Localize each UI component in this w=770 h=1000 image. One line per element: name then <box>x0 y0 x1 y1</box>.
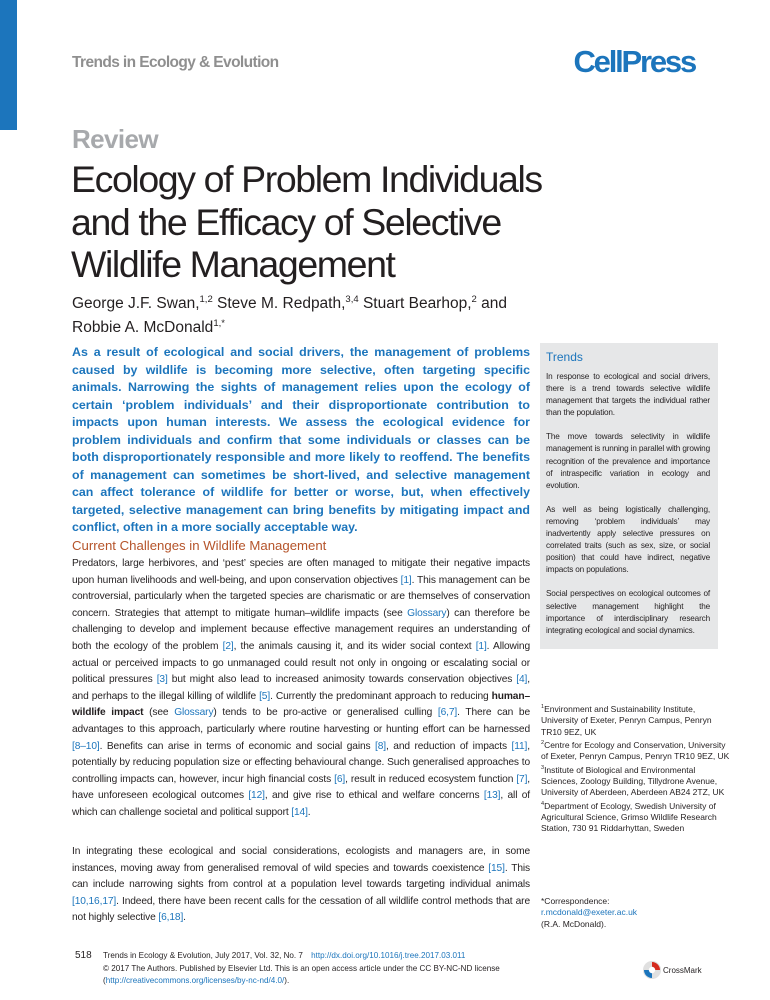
body-text-run: . Indeed, there have been recent calls for the cessation of all wildlife control methods that are not highly selective <box>72 895 530 924</box>
author-affiliation-marker: 2 <box>471 294 477 305</box>
author-name: Stuart Bearhop, <box>358 295 472 313</box>
license-text: © 2017 The Authors. Published by Elsevier Ltd. This is an open access article under the CC BY-NC-ND license ( <box>103 964 500 985</box>
body-text-run: (see <box>143 707 175 719</box>
page-number: 518 <box>75 950 92 961</box>
citation-link[interactable]: [14] <box>291 806 308 818</box>
citation-link[interactable]: [8] <box>375 740 387 752</box>
author-name: George J.F. Swan, <box>72 295 200 313</box>
license-link[interactable]: http://creativecommons.org/licenses/by-nc-nd/4.0/ <box>105 975 285 985</box>
affiliation-text: Environment and Sustainability Institute, University of Exeter, Penryn Campus, Penryn TR10 9EZ, UK <box>541 703 712 737</box>
citation-link[interactable]: [4] <box>516 674 528 686</box>
author-affiliation-marker: 1,2 <box>199 294 213 305</box>
body-text-run: Predators, large herbivores, and ‘pest’ species are often managed to mitigate their negative impacts upon human livelihoods and well-being, and upon conservation objectives <box>72 558 530 586</box>
body-text-run: . This management can be controversial, particularly when the targeted species are charismatic or are themselves of conservation concern. Strategies that attempt to mitigate human–wildlife impacts (see <box>72 574 531 619</box>
article-title: Ecology of Problem Individuals and the Efficacy of Selective Wildlife Management <box>71 158 542 285</box>
citation-link[interactable]: [6,7] <box>437 707 458 719</box>
correspondence <box>541 896 731 930</box>
affiliation-item <box>541 738 731 763</box>
abstract: As a result of ecological and social drivers, the management of problems caused by wildlife is becoming more selective, often targeting specific animals. Narrowing the sights of management relies upon the ecology of certain ‘problem individuals’ and their disproportionate contribution to impacts upon human interests. We assess the ecological evidence for problem individuals and confirm that some individuals or classes can be both disproportionately responsible and more likely to reoffend. The benefits of management can sometimes be short-lived, and selective management can affect tolerance of wildlife for better or worse, but, when effectively targeted, selective management can bring benefits by mitigating impact and conflict, often in a more socially acceptable way. <box>72 345 530 534</box>
trends-box <box>540 343 718 649</box>
body-text-run: . <box>307 806 311 818</box>
cellpress-logo: CellPress <box>573 44 695 79</box>
author-name: and Robbie A. McDonald <box>72 295 507 337</box>
body-text-run: In integrating these ecological and social considerations, ecologists and managers are, in some instances, moving away from generalised removal of wild species and towards coexistence <box>72 846 530 874</box>
body-text-run: but might also lead to increased animosity towards conservation objectives <box>167 674 517 686</box>
citation-link[interactable]: [8–10] <box>72 740 100 752</box>
body-text-run: , potentially by reducing population size or effecting behavioural change. Such generalised approaches to controlling impacts can, however, incur high financial costs <box>72 740 530 785</box>
citation-text: Trends in Ecology & Evolution, July 2017, Vol. 32, No. 7 <box>103 951 303 960</box>
body-text-run: . There can be advantages to this approach, particularly where routine harvesting or hunting effort can be harnessed <box>72 707 530 735</box>
citation-link[interactable]: [15] <box>488 862 505 874</box>
affiliation-item <box>541 763 731 799</box>
citation-link[interactable]: [1] <box>475 640 487 652</box>
citation-link[interactable]: Glossary <box>407 607 447 619</box>
correspondence-email-link[interactable]: r.mcdonald@exeter.ac.uk <box>541 907 638 918</box>
body-text-run: ) can therefore be challenging to develop and implement because effective management requires an understanding of both the ecology of the problem <box>72 607 530 652</box>
body-text-run: , all of which can challenge societal and political support <box>72 790 531 818</box>
footer-citation <box>103 951 465 960</box>
body-text-run: . Allowing actual or perceived impacts to go unmanaged could result not only in ongoing or escalating social or political pressures <box>72 640 530 686</box>
body-text-run: , the animals causing it, and its wider social context <box>233 640 476 652</box>
section-heading: Current Challenges in Wildlife Management <box>72 538 327 553</box>
citation-link[interactable]: [2] <box>222 640 234 652</box>
crossmark-logo[interactable] <box>642 958 704 982</box>
trends-item: The move towards selectivity in wildlife management is running in parallel with growing recognition of the prevalence and importance of intraspecific variation in ecology and evolution. <box>546 432 710 490</box>
affiliation-text: Institute of Biological and Environmental Sciences, Zoology Building, Tillydrone Avenue, University of Aberdeen, Aberdeen AB24 2TZ, UK <box>541 764 725 798</box>
citation-link[interactable]: [5] <box>259 690 271 702</box>
affiliation-text: Department of Ecology, Swedish University of Agricultural Science, Grimso Wildlife Research Station, 730 91 Riddarhyttan, Sweden <box>541 800 717 834</box>
correspondence-name: (R.A. McDonald). <box>541 918 607 929</box>
affiliations <box>541 702 731 835</box>
body-paragraph-1 <box>72 556 530 822</box>
body-text-run: ) tends to be pro-active or generalised culling <box>213 707 438 719</box>
citation-link[interactable]: [10,16,17] <box>72 895 117 907</box>
citation-link[interactable]: Glossary <box>174 707 214 719</box>
citation-link[interactable]: [13] <box>483 790 501 802</box>
body-text-run: , and give rise to ethical and welfare concerns <box>264 790 484 802</box>
doi-link[interactable]: http://dx.doi.org/10.1016/j.tree.2017.03.011 <box>311 951 466 960</box>
journal-name: Trends in Ecology & Evolution <box>72 54 279 71</box>
author-list <box>72 290 542 338</box>
body-text-run: . Benefits can arise in terms of economic and social gains <box>99 740 376 752</box>
glossary-term: human–wildlife impact <box>72 690 530 719</box>
body-text-run: , and reduction of impacts <box>386 740 512 752</box>
citation-link[interactable]: [1] <box>400 574 412 586</box>
license-suffix: ). <box>284 975 290 985</box>
body-text-run: . <box>183 912 186 924</box>
affiliation-item <box>541 702 731 738</box>
trends-item: In response to ecological and social drivers, there is a trend towards selective wildlife management that targets the individual rather than the population. <box>546 372 710 418</box>
citation-link[interactable]: [6,18] <box>158 912 184 924</box>
affiliation-marker: 3 <box>541 764 545 771</box>
affiliation-marker: 2 <box>541 740 545 747</box>
footer-license <box>103 963 633 986</box>
citation-link[interactable]: [3] <box>156 674 168 686</box>
citation-link[interactable]: [6] <box>334 773 346 785</box>
body-text-run: , result in reduced ecosystem function <box>345 773 517 785</box>
citation-link[interactable]: [11] <box>511 740 528 752</box>
body-paragraph-2 <box>72 844 530 927</box>
trends-item: As well as being logistically challenging, removing ‘problem individuals’ may inadvertently apply selective pressures on correlated traits (such as sex, size, or social position) that could have indirect, negative impacts on populations. <box>546 504 710 575</box>
trends-item: Social perspectives on ecological outcomes of selective management highlight the importance of interdisciplinary research integrating ecological and social dynamics. <box>546 589 710 635</box>
body-text-run: . Currently the predominant approach to reducing <box>270 690 492 702</box>
trends-heading: Trends <box>546 350 583 364</box>
affiliation-text: Centre for Ecology and Conservation, University of Exeter, Penryn Campus, Penryn TR10 9EZ, UK <box>541 739 730 762</box>
crossmark-label: CrossMark <box>663 966 702 975</box>
author-name: Steve M. Redpath, <box>212 295 346 313</box>
correspondence-label: *Correspondence: <box>541 896 610 906</box>
body-text-run: , and perhaps to the illegal killing of wildlife <box>72 674 530 702</box>
body-text-run: . This can include narrowing sights from control at a population level towards targeting individual animals <box>72 862 530 891</box>
author-affiliation-marker: 1,* <box>213 318 225 330</box>
affiliation-marker: 4 <box>541 800 545 807</box>
author-affiliation-marker: 3,4 <box>345 294 359 305</box>
sidebar-accent-bar <box>0 0 17 130</box>
affiliation-marker: 1 <box>541 704 545 710</box>
citation-link[interactable]: [12] <box>248 790 265 802</box>
citation-link[interactable]: [7] <box>516 773 528 785</box>
affiliation-item <box>541 799 731 835</box>
article-type: Review <box>72 124 159 154</box>
body-text-run: , have unforeseen ecological outcomes <box>72 773 530 802</box>
